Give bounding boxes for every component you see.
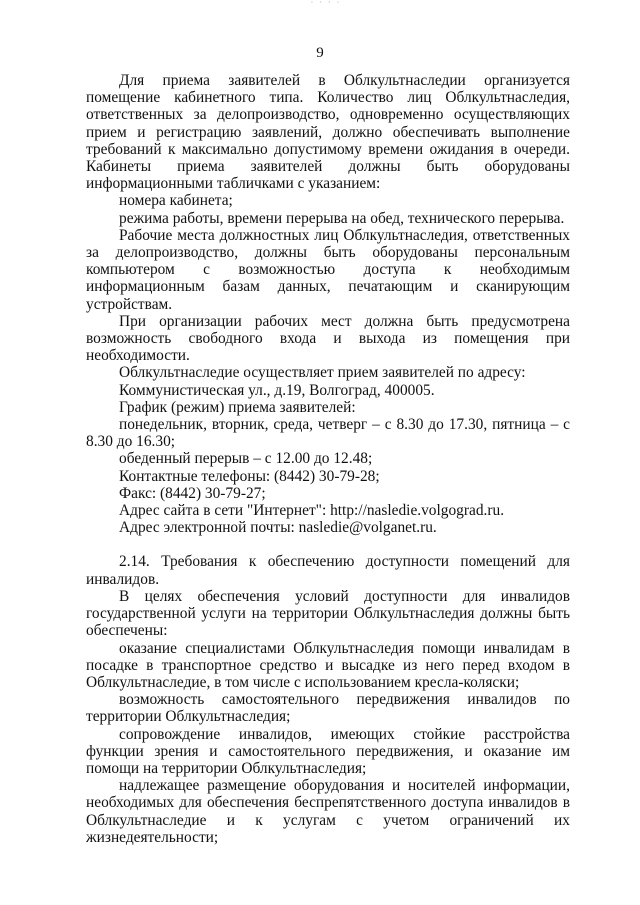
page-number: 9 (316, 45, 324, 61)
paragraph-fax: Факс: (8442) 30-79-27; (119, 484, 266, 502)
paragraph-escort: сопровождение инвалидов, имеющих стойкие расстройства функции зрения и самостоятельного передвижения, и оказание им помощи на территории Облкультнаследия; (86, 725, 570, 777)
paragraph-address: Коммунистическая ул., д.19, Волгоград, 400005. (119, 381, 435, 399)
paragraph-equipment-placement: надлежащее размещение оборудования и носителей информации, необходимых для обеспечения беспрепятственного доступа инвалидов в Облкультнаследие и к услугам с учетом ограничений их жизнедеятельности; (86, 777, 570, 846)
paragraph-address-intro: Облкультнаследие осуществляет прием заявителей по адресу: (119, 364, 526, 382)
paragraph-phones: Контактные телефоны: (8442) 30-79-28; (119, 467, 380, 485)
paragraph-email: Адрес электронной почты: nasledie@volganet.ru. (119, 519, 437, 537)
section-heading-2-14: 2.14. Требования к обеспечению доступности помещений для инвалидов. (86, 553, 570, 588)
paragraph-accessibility-intro: В целях обеспечения условий доступности для инвалидов государственной услуги на территории Облкультнаследия должны быть обеспечены: (86, 587, 570, 640)
document-body (86, 72, 570, 846)
paragraph-assistance-boarding: оказание специалистами Облкультнаследия помощи инвалидам в посадке в транспортное средство и высадке из него перед входом в Облкультнаследие, в том числе с использованием кресла-коляски; (86, 639, 570, 691)
paragraph-lunch-break: обеденный перерыв – с 12.00 до 12.48; (119, 450, 373, 468)
paragraph-room-number: номера кабинета; (119, 192, 233, 210)
paragraph-reception-room: Для приема заявителей в Облкультнаследии организуется помещение кабинетного типа. Количество лиц Облкультнаследия, ответственных за делопроизводство, одновременно осуществляющих прием и регистрацию заявлений, должно обеспечивать выполнение требований к максимально допустимому времени ожидания в очереди. Кабинеты приема заявителей должны быть оборудованы информационными табличками с указанием: (86, 72, 570, 193)
paragraph-schedule-title: График (режим) приема заявителей: (119, 398, 356, 416)
top-mark: · · · · (310, 0, 342, 7)
paragraph-schedule-days: понедельник, вторник, среда, четверг – с 8.30 до 17.30, пятница – с 8.30 до 16.30; (86, 416, 570, 451)
paragraph-work-schedule: режима работы, времени перерыва на обед, технического перерыва. (119, 209, 565, 227)
paragraph-independent-movement: возможность самостоятельного передвижения инвалидов по территории Облкультнаследия; (86, 691, 570, 726)
paragraph-free-access: При организации рабочих мест должна быть предусмотрена возможность свободного входа и выхода из помещения при необходимости. (86, 312, 570, 365)
paragraph-workplaces: Рабочие места должностных лиц Облкультнаследия, ответственных за делопроизводство, должны быть оборудованы персональным компьютером с возможностью доступа к необходимым информационным базам данных, печатающим и сканирующим устройствам. (86, 226, 570, 313)
paragraph-website: Адрес сайта в сети "Интернет": http://nasledie.volgograd.ru. (119, 502, 505, 520)
